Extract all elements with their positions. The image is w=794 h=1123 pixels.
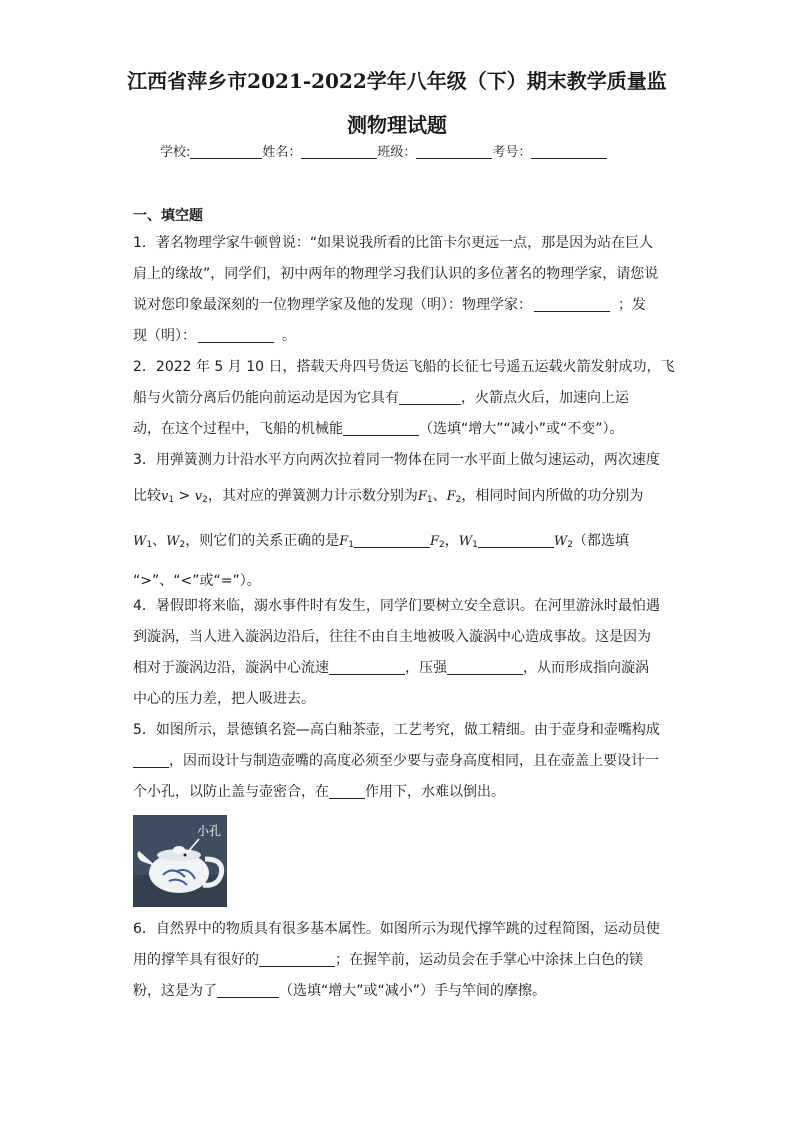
q1-blank-discovery[interactable] <box>198 326 274 343</box>
q4-text: 相对于漩涡边沿，漩涡中心流速 <box>133 660 329 676</box>
question-6 <box>133 914 661 1007</box>
q3-text: 、 <box>432 488 447 504</box>
q6-line1: 6．自然界中的物质具有很多基本属性。如图所示为现代撑竿跳的过程简图，运动员使 <box>133 921 660 937</box>
q6-blank-friction[interactable] <box>217 981 279 998</box>
q4-text: ，从而形成指向漩涡 <box>523 660 649 676</box>
q3-line4: “>”、“<”或“=”）。 <box>133 573 261 589</box>
q3-text: ， <box>444 533 459 549</box>
q1-text: ；发 <box>618 297 646 313</box>
class-blank[interactable] <box>416 144 492 159</box>
q6-line3 <box>133 976 661 1007</box>
f2-symbol: F <box>446 489 456 504</box>
f2-symbol: F <box>429 534 440 549</box>
q3-text: ，其对应的弹簧测力计示数分别为 <box>207 488 418 504</box>
q6-text: （选填“增大”或“减小”）手与竿间的摩擦。 <box>279 983 547 999</box>
q4-line2: 到漩涡，当人进入漩涡边沿后，往往不由自主地被吸入漩涡中心造成事故。这是因为 <box>133 629 651 645</box>
q5-text: ，因而设计与制造壶嘴的高度必须至少要与壶身高度相同，且在壶盖上要设计一 <box>169 753 659 769</box>
q2-blank-mechanical-energy[interactable] <box>343 419 419 436</box>
subscript: 1 <box>168 495 175 505</box>
q6-blank-elasticity[interactable] <box>259 950 335 967</box>
q6-line2 <box>133 945 661 976</box>
f1-symbol: F <box>417 489 427 504</box>
subscript: 2 <box>179 540 186 550</box>
v1-symbol: v <box>161 489 169 504</box>
student-info-row <box>160 143 640 163</box>
q1-line1: 1．著名物理学家牛顿曾说：“如果说我所看的比笛卡尔更远一点，那是因为站在巨人 <box>133 235 654 251</box>
q3-blank-force-compare[interactable] <box>354 531 430 548</box>
q2-line2 <box>133 383 661 414</box>
subscript: 2 <box>567 540 573 550</box>
q2-line1: 2．2022 年 5 月 10 日，搭载天舟四号货运飞船的长征七号遥五运载火箭发射成功，飞 <box>133 359 675 375</box>
lid-hole <box>184 854 187 857</box>
teapot-knob <box>173 846 185 854</box>
q3-line2 <box>133 476 661 521</box>
subscript: 2 <box>202 495 208 505</box>
name-blank[interactable] <box>301 144 377 159</box>
w2-symbol: W <box>553 534 568 549</box>
q1-blank-physicist[interactable] <box>534 295 610 312</box>
q1-line2: 肩上的缘故”，同学们，初中两年的物理学习我们认识的多位著名的物理学家，请您说 <box>133 266 659 282</box>
school-label: 学校: <box>160 145 191 160</box>
q6-text: 用的撑竿具有很好的 <box>133 952 259 968</box>
question-3 <box>133 445 661 597</box>
v2-symbol: v <box>194 489 203 504</box>
f1-symbol: F <box>339 534 349 549</box>
q6-text: ；在握竿前，运动员会在手掌心中涂抹上白色的镁 <box>335 952 643 968</box>
section-heading-fill-blank: 一、填空题 <box>133 208 203 224</box>
class-label: 班级： <box>377 145 417 160</box>
q3-blank-work-compare[interactable] <box>478 531 554 548</box>
q5-line3 <box>133 777 661 808</box>
q1-line3 <box>133 290 661 321</box>
q5-line1: 5．如图所示，景德镇名瓷—高白釉茶壶，工艺考究，做工精细。由于壶身和壶嘴构成 <box>133 722 660 738</box>
q6-text: 粉，这是为了 <box>133 983 217 999</box>
q3-line3 <box>133 521 661 566</box>
q3-text: 比较 <box>133 488 161 504</box>
q1-text: 说对您印象最深刻的一位物理学家及他的发现（明）：物理学家： <box>133 297 532 313</box>
w1-symbol: W <box>133 534 147 549</box>
greater-sign: > <box>178 488 191 504</box>
question-5 <box>133 715 661 808</box>
number-blank[interactable] <box>531 144 607 159</box>
subscript: 1 <box>426 495 433 505</box>
q5-blank-connected-vessel[interactable] <box>133 751 169 768</box>
q5-text: 个小孔，以防止盖与壶密合，在 <box>133 784 329 800</box>
subscript: 1 <box>472 540 478 550</box>
q3-text: ，相同时间内所做的功分别为 <box>461 488 644 504</box>
question-4 <box>133 591 661 715</box>
q4-line3 <box>133 653 661 684</box>
w2-symbol: W <box>166 534 180 549</box>
q2-text: ，火箭点火后，加速向上运 <box>461 390 629 406</box>
question-2 <box>133 352 675 445</box>
exam-title-line1: 江西省萍乡市2021-2022学年八年级（下）期末教学质量监 <box>127 69 667 93</box>
q4-line1: 4．暑假即将来临，溺水事件时有发生，同学们要树立安全意识。在河里游泳时最怕遇 <box>133 598 660 614</box>
q1-line4 <box>133 321 661 352</box>
number-label: 考号： <box>492 145 532 160</box>
q1-text: 。 <box>282 328 296 344</box>
q2-line3 <box>133 414 661 445</box>
q2-text: （选填“增大”“减小”或“不变”）。 <box>419 421 624 437</box>
q5-blank-atmospheric-pressure[interactable] <box>329 782 365 799</box>
q3-line1: 3．用弹簧测力计沿水平方向两次拉着同一物体在同一水平面上做匀速运动，两次速度 <box>133 452 660 468</box>
name-label: 姓名： <box>262 145 302 160</box>
q4-blank-pressure[interactable] <box>447 658 523 675</box>
q3-text: 、 <box>152 533 167 549</box>
q4-text: ，压强 <box>405 660 447 676</box>
school-blank[interactable] <box>190 144 262 159</box>
q5-text: 作用下，水难以倒出。 <box>365 784 505 800</box>
q4-blank-flow-speed[interactable] <box>329 658 405 675</box>
q4-line4: 中心的压力差，把人吸进去。 <box>133 691 315 707</box>
question-1 <box>133 228 661 352</box>
subscript: 2 <box>455 495 462 505</box>
q2-text: 动，在这个过程中，飞船的机械能 <box>133 421 343 437</box>
hole-label: 小孔 <box>197 824 222 838</box>
teapot-photo <box>133 815 227 907</box>
q2-blank-inertia[interactable] <box>399 388 461 405</box>
q3-text: （都选填 <box>572 533 629 549</box>
exam-title-line2: 测物理试题 <box>347 113 447 137</box>
q1-text: 现（明）： <box>133 328 196 344</box>
subscript: 1 <box>146 540 153 550</box>
subscript: 1 <box>348 540 354 550</box>
q5-line2 <box>133 746 661 777</box>
w1-symbol: W <box>458 534 473 549</box>
q3-text: ，则它们的关系正确的是 <box>185 533 340 549</box>
q2-text: 船与火箭分离后仍能向前运动是因为它具有 <box>133 390 399 406</box>
subscript: 2 <box>439 540 445 550</box>
